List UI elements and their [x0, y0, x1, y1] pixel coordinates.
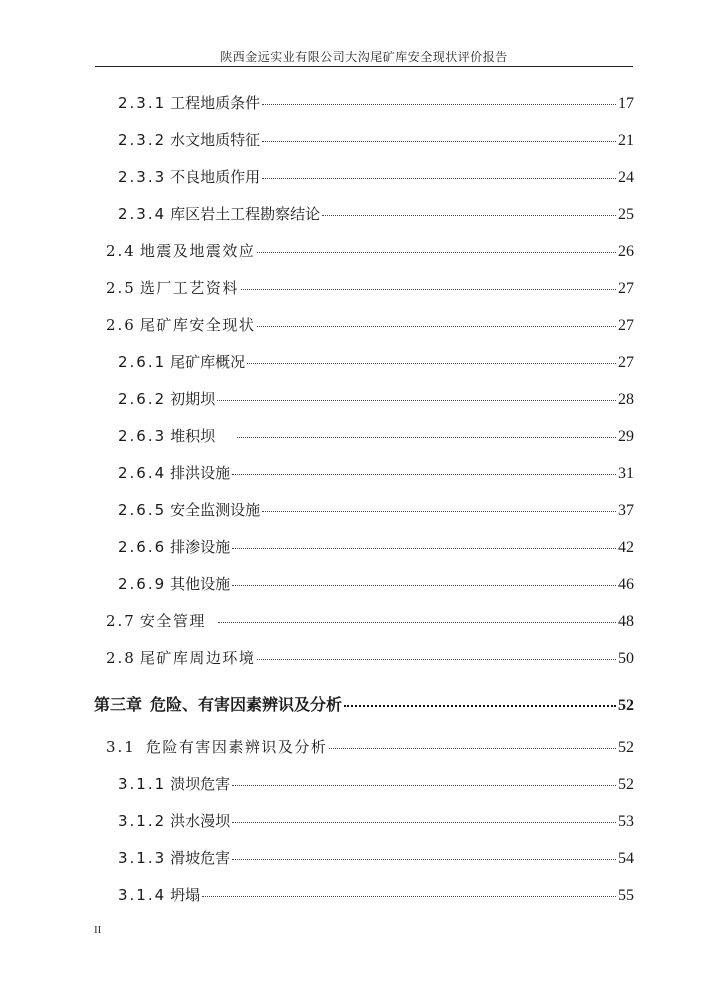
toc-entry[interactable]	[118, 92, 634, 116]
toc-entry-page: 26	[618, 243, 634, 260]
toc-entry-title: 尾矿库周边环境	[139, 649, 256, 667]
toc-entry-title: 滑坡危害	[170, 849, 231, 867]
toc-entry-number: 2.7	[106, 612, 136, 630]
toc-entry-title: 其他设施	[170, 575, 231, 593]
toc-entry-number: 2.6.5	[118, 501, 167, 519]
toc-entry-page: 28	[618, 391, 634, 408]
toc-entry-page: 46	[618, 576, 634, 593]
toc-entry-number: 2.5	[106, 279, 136, 297]
toc-entry-number: 2.6.6	[118, 538, 167, 556]
toc-entry-number: 2.6.3	[118, 427, 167, 445]
toc-entry-number: 2.6.9	[118, 575, 167, 593]
toc-entry-page: 29	[618, 428, 634, 445]
dot-leader	[262, 141, 616, 142]
toc-entry-page: 53	[618, 813, 634, 830]
toc-entry-title: 地震及地震效应	[139, 242, 256, 260]
toc-entry-title: 危险、有害因素辨识及分析	[150, 695, 343, 714]
dot-leader	[344, 705, 616, 707]
dot-leader	[241, 289, 616, 290]
header-divider	[95, 66, 633, 67]
toc-entry[interactable]	[118, 166, 634, 190]
dot-leader	[257, 659, 616, 660]
toc-entry-title: 选厂工艺资料	[139, 279, 239, 297]
toc-entry-title: 排洪设施	[170, 464, 231, 482]
toc-entry-title: 洪水漫坝	[170, 812, 231, 830]
toc-entry[interactable]	[118, 129, 634, 153]
toc-entry-number: 2.6	[106, 316, 136, 334]
dot-leader	[232, 785, 616, 786]
toc-entry-number: 2.6.4	[118, 464, 167, 482]
toc-entry[interactable]	[118, 573, 634, 597]
toc-entry-page: 24	[618, 169, 634, 186]
toc-entry-title: 尾矿库概况	[170, 353, 246, 371]
dot-leader	[322, 215, 616, 216]
toc-entry-number: 2.4	[106, 242, 136, 260]
toc-entry-page: 27	[618, 354, 634, 371]
toc-entry-number: 3.1	[106, 738, 136, 756]
toc-entry-title: 水文地质特征	[170, 131, 261, 149]
toc-entry-page: 55	[618, 887, 634, 904]
toc-entry-page: 17	[618, 95, 634, 112]
dot-leader	[217, 400, 616, 401]
dot-leader	[262, 104, 616, 105]
toc-entry-page: 27	[618, 280, 634, 297]
toc-entry-page: 54	[618, 850, 634, 867]
toc-entry-page: 27	[618, 317, 634, 334]
toc-entry-title: 溃坝危害	[170, 775, 231, 793]
toc-entry[interactable]	[106, 610, 634, 634]
dot-leader	[232, 859, 616, 860]
toc-entry-title: 安全监测设施	[170, 501, 261, 519]
toc-entry-number: 3.1.3	[118, 849, 167, 867]
dot-leader	[262, 511, 616, 512]
dot-leader	[247, 363, 616, 364]
toc-entry-title: 安全管理	[139, 612, 206, 630]
toc-entry-title: 库区岩土工程勘察结论	[170, 205, 321, 223]
toc-entry-page: 31	[618, 465, 634, 482]
toc-entry[interactable]	[118, 203, 634, 227]
toc-entry-page: 25	[618, 206, 634, 223]
toc-entry-title: 排渗设施	[170, 538, 231, 556]
toc-entry[interactable]	[118, 499, 634, 523]
dot-leader	[257, 252, 616, 253]
toc-entry-number: 3.1.4	[118, 886, 167, 904]
toc-entry[interactable]	[106, 240, 634, 264]
toc-entry[interactable]	[118, 773, 634, 797]
toc-entry[interactable]	[118, 884, 634, 908]
toc-entry-number: 2.3.4	[118, 205, 167, 223]
toc-entry[interactable]	[118, 388, 634, 412]
toc-entry-number: 2.3.3	[118, 168, 167, 186]
dot-leader	[262, 178, 616, 179]
toc-entry[interactable]	[118, 462, 634, 486]
toc-entry-page: 52	[618, 776, 634, 793]
toc-entry-number: 2.3.1	[118, 94, 167, 112]
toc-entry-number: 2.3.2	[118, 131, 167, 149]
dot-leader	[257, 326, 616, 327]
toc-entry-number: 第三章	[94, 695, 143, 714]
toc-entry-page: 21	[618, 132, 634, 149]
toc-entry-page: 37	[618, 502, 634, 519]
dot-leader	[232, 822, 616, 823]
toc-entry[interactable]	[118, 847, 634, 871]
toc-entry[interactable]	[118, 351, 634, 375]
toc-entry-number: 2.6.2	[118, 390, 167, 408]
toc-entry[interactable]	[106, 736, 634, 760]
dot-leader	[237, 437, 616, 438]
dot-leader	[218, 622, 616, 623]
dot-leader	[232, 548, 616, 549]
dot-leader	[232, 585, 616, 586]
toc-entry[interactable]	[106, 647, 634, 671]
toc-entry-number: 2.8	[106, 649, 136, 667]
toc-entry-title: 工程地质条件	[170, 94, 261, 112]
toc-entry-page: 50	[618, 650, 634, 667]
toc-entry-title: 堆积坝	[170, 427, 216, 445]
toc-entry-title: 尾矿库安全现状	[139, 316, 256, 334]
toc-entry-page: 52	[618, 739, 634, 756]
dot-leader	[329, 748, 616, 749]
toc-entry-title: 初期坝	[170, 390, 216, 408]
toc-entry[interactable]	[106, 277, 634, 301]
toc-entry[interactable]	[106, 314, 634, 338]
toc-entry[interactable]	[118, 425, 634, 449]
running-header: 陕西金远实业有限公司大沟尾矿库安全现状评价报告	[220, 50, 508, 64]
toc-entry[interactable]	[118, 810, 634, 834]
toc-entry-title: 不良地质作用	[170, 168, 261, 186]
footer-page-number: II	[94, 924, 102, 936]
toc-entry-number: 3.1.2	[118, 812, 167, 830]
toc-entry-page: 48	[618, 613, 634, 630]
toc-entry-title: 危险有害因素辨识及分析	[145, 738, 328, 756]
toc-entry-title: 坍塌	[170, 886, 201, 904]
toc-entry-page: 52	[618, 697, 634, 714]
toc-entry-number: 3.1.1	[118, 775, 167, 793]
toc-entry-number: 2.6.1	[118, 353, 167, 371]
toc-chapter-entry[interactable]	[94, 692, 634, 716]
dot-leader	[202, 896, 616, 897]
toc-entry-page: 42	[618, 539, 634, 556]
dot-leader	[232, 474, 616, 475]
toc-entry[interactable]	[118, 536, 634, 560]
